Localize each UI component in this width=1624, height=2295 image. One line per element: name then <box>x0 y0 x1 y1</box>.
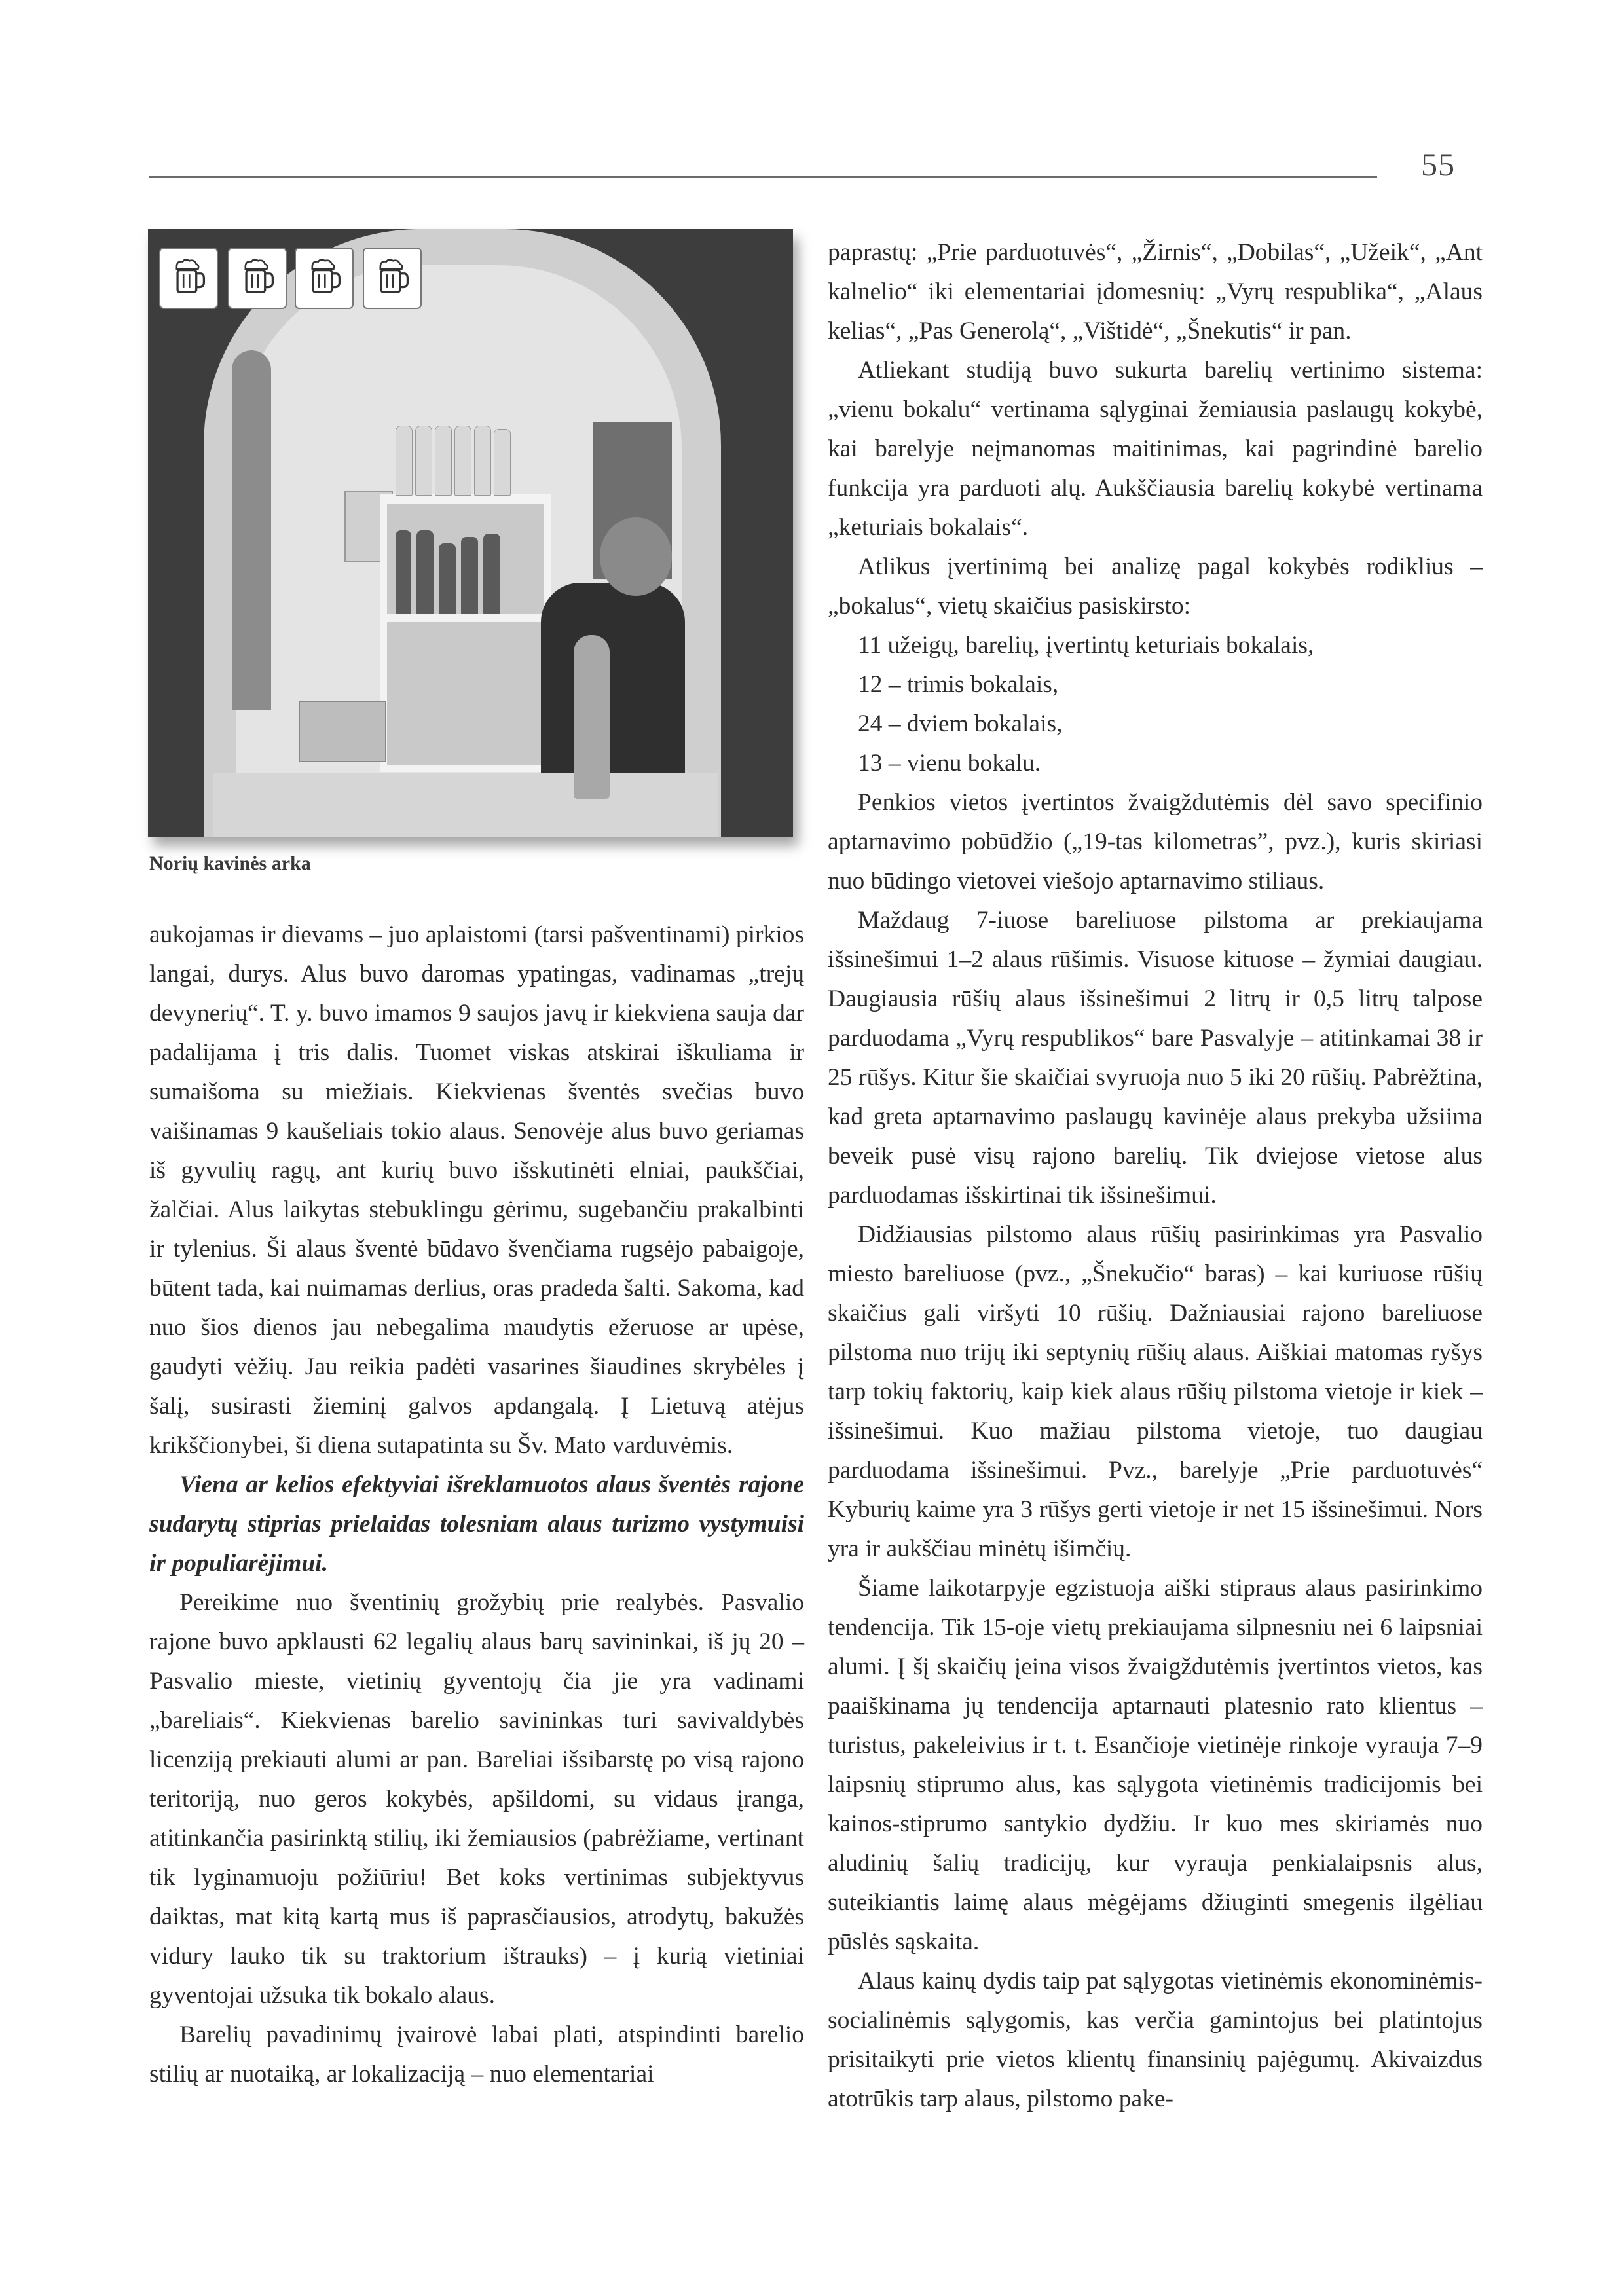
bottle <box>435 426 452 496</box>
beer-mug-icon <box>172 258 206 299</box>
figure-photo <box>148 229 793 837</box>
thesis-statement: Viena ar kelios efektyviai išreklamuotos alaus šventės rajone sudarytų stiprias prielaidas tolesniam alaus turizmo vystymuisi ir populiarėjimui. <box>149 1471 804 1577</box>
paragraph: aukojamas ir dievams – juo aplaistomi (tarsi pašventinami) pirkios langai, durys. Alus buvo daromas ypatingas, vadinamas „trejų devynerių“. T. y. buvo imamos 9 saujos javų ir kiekviena sauja dar padalijama į tris dalis. Tuomet viskas atskirai iškuliama ir sumaišoma su miežiais. Kiekvienas šventės svečias buvo vaišinamas 9 kaušeliais tokio alaus. Senovėje alus buvo geriamas iš gyvulių ragų, ant kurių buvo išskutinėti elniai, paukščiai, žalčiai. Alus laikytas stebuklingu gėrimu, sugebančiu prakalbinti ir tylenius. Ši alaus šventė būdavo švenčiama rugsėjo pabaigoje, būtent tada, kai nuimamas derlius, oras pradeda šalti. Sakoma, kad nuo šios dienos jau nebegalima maudytis ežeruose ar upėse, gaudyti vėžių. Jau reikia padėti vasarines šiaudines skrybėles į šalį, susirasti žieminį galvos apdangalą. Į Lietuvą atėjus krikščionybei, ši diena sutapatinta su Šv. Mato varduvėmis. <box>149 921 804 1459</box>
list-item: 13 – vienu bokalu. <box>858 750 1041 777</box>
page-number: 55 <box>1421 146 1455 183</box>
paragraph: Didžiausias pilstomo alaus rūšių pasirinkimas yra Pasvalio miesto bareliuose (pvz., „Šnekučio“ baras) – kai kuriuose rūšių skaičius gali viršyti 10 rūšių. Dažniausiai rajono bareliuose pilstoma nuo trijų iki septynių rūšių alaus. Aiškiai matomas ryšys tarp tokių faktorių, kaip kiek alaus rūšių pilstoma vietoje ir kiek – išsinešimui. Kuo mažiau pilstoma vietoje, tuo daugiau parduodama išsinešimui. Pvz., barelyje „Prie parduotuvės“ Kyburių kaime yra 3 rūšys gerti vietoje ir net 15 išsinešimui. Nors yra ir aukščiau minėtų išimčių. <box>828 1221 1483 1562</box>
bar-counter <box>213 773 718 837</box>
rating-badge <box>228 248 287 309</box>
bottle <box>483 534 500 614</box>
bottle <box>396 426 413 496</box>
rating-badge <box>159 248 218 309</box>
header-rule <box>149 176 1377 178</box>
paragraph: Pereikime nuo šventinių grožybių prie realybės. Pasvalio rajone buvo apklausti 62 legalių alaus barų savininkai, iš jų 20 – Pasvalio mieste, vietinių gyventojų čia jie yra vadinami „bareliais“. Kiekvienas barelio savininkas turi savivaldybės licenziją prekiauti alumi ar pan. Bareliai išsibarstę po visą rajono teritoriją, nuo geros kokybės, apšildomi, su vidaus įranga, atitinkančia pasirinktą stilių, iki žemiausios (pabrėžiame, vertinant tik lyginamuoju požiūriu! Bet koks vertinimas subjektyvus daiktas, mat kitą kartą mus iš paprasčiausios, atrodytų, bakužės vidury lauko tik su traktorium ištrauks) – į kurią vietiniai gyventojai užsuka tik bokalo alaus. <box>149 1589 804 2009</box>
beer-mug-icon <box>375 258 409 299</box>
figure-caption: Norių kavinės arka <box>149 853 311 874</box>
list-item: 12 – trimis bokalais, <box>858 671 1059 698</box>
cash-register <box>299 701 386 762</box>
list-item: 24 – dviem bokalais, <box>858 710 1063 737</box>
paragraph: Alaus kainų dydis taip pat sąlygotas vietinėmis ekonominėmis-socialinėmis sąlygomis, kas verčia gamintojus bei platintojus prisitaikyti prie vietos klientų finansinių pajėgumų. Akivaizdus atotrūkis tarp alaus, pilstomo pake- <box>828 1968 1483 2112</box>
bottle <box>454 426 471 496</box>
shelf-board <box>380 614 551 622</box>
bottle <box>461 537 478 614</box>
bottle <box>396 530 411 614</box>
rating-badge <box>295 248 354 309</box>
beer-mug-icon <box>307 258 341 299</box>
rating-badge <box>363 248 422 309</box>
beer-tap <box>574 635 610 799</box>
bartender-head <box>600 517 672 596</box>
paragraph: Atlikus įvertinimą bei analizę pagal kokybės rodiklius – „bokalus“, vietų skaičius pasiskirsto: <box>828 553 1483 619</box>
bottle <box>415 426 432 496</box>
left-column <box>149 915 804 2094</box>
left-niche <box>232 350 271 710</box>
bottle <box>416 530 434 614</box>
right-column <box>828 233 1483 2119</box>
paragraph: paprastų: „Prie parduotuvės“, „Žirnis“, „Dobilas“, „Užeik“, „Ant kalnelio“ iki elementariai įdomesnių: „Vyrų respublika“, „Alaus kelias“, „Pas Generolą“, „Vištidė“, „Šnekutis“ ir pan. <box>828 239 1483 344</box>
beer-mug-icon <box>240 258 274 299</box>
paragraph: Šiame laikotarpyje egzistuoja aiški stipraus alaus pasirinkimo tendencija. Tik 15-oje vietų prekiaujama silpnesniu nei 6 laipsniai alumi. Į šį skaičių įeina visos žvaigždutėmis įvertintos vietos, kas paaiškinama jų tendencija aptarnauti platesnio rato klientus – turistus, pakeleivius ir t. t. Esančioje vietinėje rinkoje vyrauja 7–9 laipsnių stiprumo alus, kas sąlygota vietinėmis tradicijomis bei kainos-stiprumo santykio dydžiu. Ir kuo mes skiriamės nuo aludinių šalių tradicijų, kur vyrauja penkialaipsnis alus, suteikiantis laimę alaus mėgėjams džiuginti smegenis ilgėliau pūslės sąskaita. <box>828 1575 1483 1955</box>
bottle <box>494 429 511 496</box>
bottle <box>474 426 491 496</box>
paragraph: Barelių pavadinimų įvairovė labai plati, atspindinti barelio stilių ar nuotaiką, ar lokalizaciją – nuo elementariai <box>149 2021 804 2087</box>
bartender <box>541 583 685 779</box>
bottle <box>439 543 456 614</box>
paragraph: Penkios vietos įvertintos žvaigždutėmis dėl savo specifinio aptarnavimo pobūdžio („19-tas kilometras”, pvz.), kuris skiriasi nuo būdingo vietovei viešojo aptarnavimo stiliaus. <box>828 789 1483 894</box>
list-item: 11 užeigų, barelių, įvertintų keturiais bokalais, <box>858 632 1314 659</box>
paragraph: Maždaug 7-iuose bareliuose pilstoma ar prekiaujama išsinešimui 1–2 alaus rūšimis. Visuose kituose – žymiai daugiau. Daugiausia rūšių alaus išsinešimui 2 litrų ir 0,5 litrų talpose parduodama „Vyrų respublikos“ bare Pasvalyje – atitinkamai 38 ir 25 rūšys. Kitur šie skaičiai svyruoja nuo 5 iki 20 rūšių. Pabrėžtina, kad greta aptarnavimo paslaugų kavinėje alaus prekyba užsiima beveik pusė visų rajono barelių. Tik dviejose vietose alus parduodamas išskirtinai tik išsinešimui. <box>828 907 1483 1209</box>
paragraph: Atliekant studiją buvo sukurta barelių vertinimo sistema: „vienu bokalu“ vertinama sąlyginai žemiausia paslaugų kokybė, kai barelyje neįmanomas maitinimas, kai pagrindinė barelio funkcija yra parduoti alų. Aukščiausia barelių kokybė vertinama „keturiais bokalais“. <box>828 357 1483 541</box>
